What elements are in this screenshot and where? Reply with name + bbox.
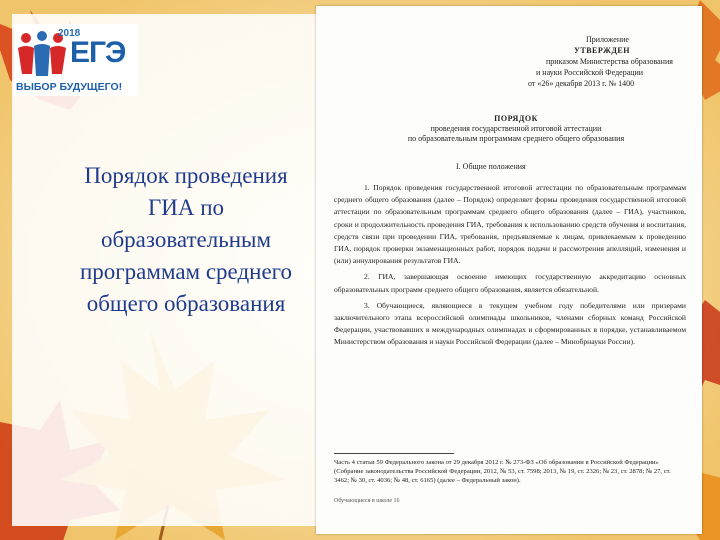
document-section-heading: I. Общие положения: [456, 162, 526, 171]
document-body: [334, 182, 686, 353]
document-date-line: от «26» декабря 2013 г. № 1400: [528, 79, 635, 88]
document-header: [526, 34, 696, 89]
logo-slogan: ВЫБОР БУДУЩЕГО!: [16, 81, 123, 93]
slide-title: [48, 160, 324, 320]
document-paragraph: 2. ГИА, завершающая освоение имеющих государственную аккредитацию основных образовательных программ среднего общего образования, является обязательной.: [334, 272, 686, 294]
document-paragraph: 1. Порядок проведения государственной итоговой аттестации по образовательным программам среднего общего образования (далее – Порядок) определяет формы проведения государственной итоговой аттестации по образовательным программам среднего общего образования (далее – ГИА), участников, сроки и продолжительность проведения ГИА, требования к использованию средств обучения и воспитания, средств связи при проведении ГИА, требования, предъявляемые к лицам, привлекаемым к проведению ГИА, порядок проверки экзаменационных работ, порядок подачи и рассмотрения апелляций, изменения и (или) аннулирования результатов ГИА.: [334, 183, 686, 266]
slide-title-line: программам среднего: [79, 259, 293, 284]
document-title-main: ПОРЯДОК: [494, 114, 538, 123]
document-paragraph: 3. Обучающиеся, являющиеся в текущем учебном году победителями или призерами заключительного этапа всероссийской олимпиады школьников, членами сборных команд Российской Федерации, участвовавших в международных олимпиадах и сформированных в порядке, устанавливаемом Министерством образования и науки Российской Федерации (далее – Минобрнауки России).: [334, 300, 686, 347]
slide-title-line: образовательным: [100, 227, 272, 252]
document-title: [356, 114, 676, 144]
document-title-line: по образовательным программам среднего общего образования: [407, 134, 625, 143]
document-ministry-line: и науки Российской Федерации: [536, 68, 644, 77]
document-title-line: проведения государственной итоговой аттестации: [430, 124, 602, 133]
scanned-document: [316, 6, 702, 534]
document-approved-label: УТВЕРЖДЕН: [574, 46, 630, 55]
footnote-divider: [334, 453, 454, 454]
ege-logo: [14, 24, 138, 96]
document-appendix-label: Приложение: [586, 35, 629, 44]
document-order-line: приказом Министерства образования: [546, 57, 673, 66]
document-footnote: Часть 4 статьи 59 Федерального закона от 29 декабря 2012 г. № 273-ФЗ «Об образовании в Российской Федерации» (Собрание законодательства Российской Федерации, 2012, № 53, ст. 7598; 2013, № 19, ст. 2326; № 23, ст. 2878; № 27, ст. 3462; № 30, ст. 4036; № 48, ст. 6165) (далее – Федеральный закон).: [334, 459, 671, 484]
slide-title-line: Порядок проведения: [84, 163, 288, 188]
slide-title-line: ГИА по: [147, 195, 225, 220]
slide-title-line: общего образования: [86, 291, 286, 316]
logo-title: ЕГЭ: [70, 36, 126, 69]
logo-year: 2018: [58, 28, 81, 39]
document-footer: Обучающиеся в школе 16: [334, 498, 400, 504]
